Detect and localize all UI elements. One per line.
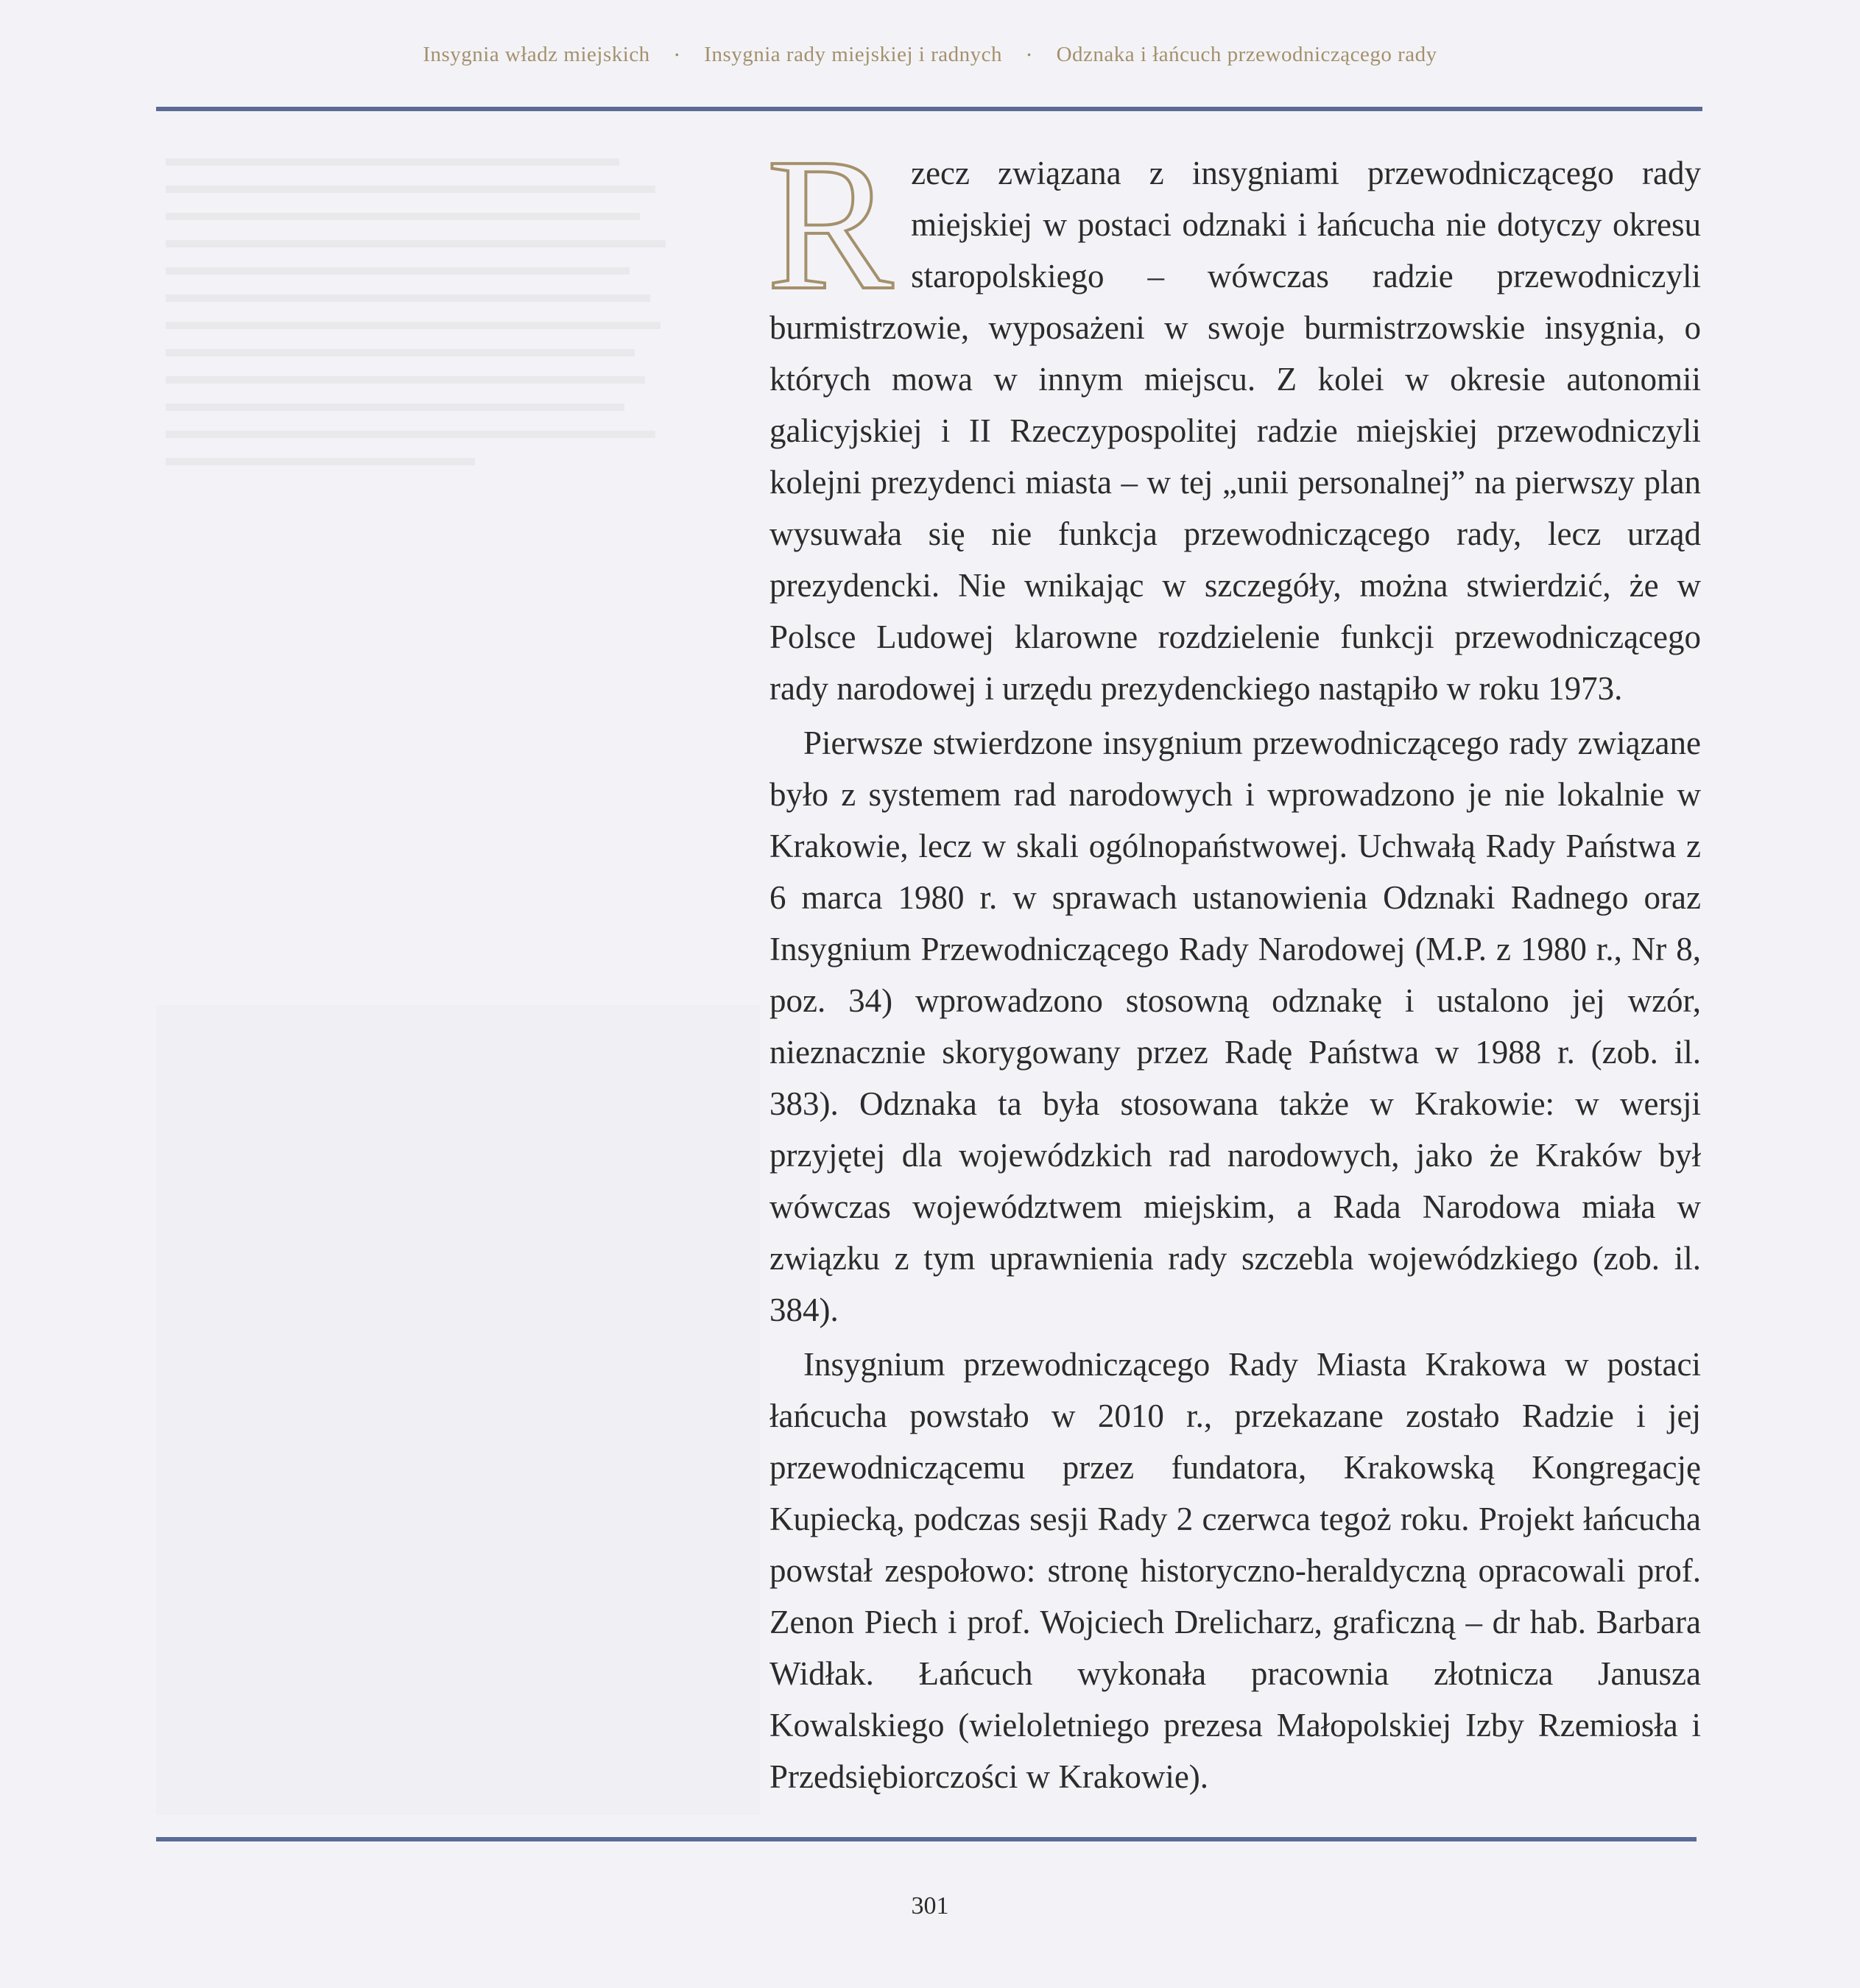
- article-body: [767, 119, 1701, 1802]
- paragraph-2: Pierwsze stwierdzone insygnium przewodniczącego rady związane było z systemem rad narodowych i wprowadzono je nie lokalnie w Krakowie, lecz w skali ogólnopaństwowej. Uchwałą Rady Państwa z 6 marca 1980 r. w sprawach ustanowienia Odznaki Radnego oraz Insygnium Przewodniczącego Rady Narodowej (M.P. z 1980 r., Nr 8, poz. 34) wprowadzono stosowną odznakę i ustalono jej wzór, nieznacznie skorygowany przez Radę Państwa w 1988 r. (zob. il. 383). Odznaka ta była stosowana także w Krakowie: w wersji przyjętej dla wojewódzkich rad narodowych, jako że Kraków był wówczas województwem miejskim, a Rada Narodowa miała w związku z tym uprawnienia rady szczebla wojewódzkiego (zob. il. 384).: [769, 725, 1701, 1328]
- top-rule: [156, 107, 1702, 111]
- header-crumb-3: Odznaka i łańcuch przewodniczącego rady: [1056, 43, 1437, 66]
- drop-cap: R: [767, 119, 894, 329]
- paragraph-1: [767, 119, 1701, 714]
- show-through-panel: [156, 1005, 760, 1815]
- header-crumb-1: Insygnia władz miejskich: [423, 43, 650, 66]
- paragraph-3: Insygnium przewodniczącego Rady Miasta Krakowa w postaci łańcucha powstało w 2010 r., przekazane zostało Radzie i jej przewodniczącemu przez fundatora, Krakowską Kongregację Kupiecką, podczas sesji Rady 2 czerwca tegoż roku. Projekt łańcucha powstał zespołowo: stronę historyczno-heraldyczną opracowali prof. Zenon Piech i prof. Wojciech Drelicharz, graficzną – dr hab. Barbara Widłak. Łańcuch wykonała pracownia złotnicza Janusza Kowalskiego (wieloletniego prezesa Małopolskiej Izby Rzemiosła i Przedsiębiorczości w Krakowie).: [769, 1346, 1701, 1795]
- show-through-text: [166, 158, 681, 490]
- header-separator-1: •: [674, 49, 680, 63]
- paragraph-1-text: zecz związana z insygniami przewodniczącego rady miejskiej w postaci odznaki i łańcucha nie dotyczy okresu staropolskiego – wówczas radzie przewodniczyli burmistrzowie, wyposażeni w swoje burmistrzowskie insygnia, o których mowa w innym miejscu. Z kolei w okresie autonomii galicyjskiej i II Rzeczypospolitej radzie miejskiej przewodniczyli kolejni prezydenci miasta – w tej „unii personalnej” na pierwszy plan wysuwała się nie funkcja przewodniczącego rady, lecz urząd prezydencki. Nie wnikając w szczegóły, można stwierdzić, że w Polsce Ludowej klarowne rozdzielenie funkcji przewodniczącego rady narodowej i urzędu prezydenckiego nastąpiło w roku 1973.: [769, 155, 1701, 707]
- page-number: 301: [911, 1892, 949, 1920]
- running-header: [0, 43, 1860, 67]
- header-crumb-2: Insygnia rady miejskiej i radnych: [704, 43, 1002, 66]
- bottom-rule: [156, 1837, 1697, 1841]
- header-separator-2: •: [1026, 49, 1032, 63]
